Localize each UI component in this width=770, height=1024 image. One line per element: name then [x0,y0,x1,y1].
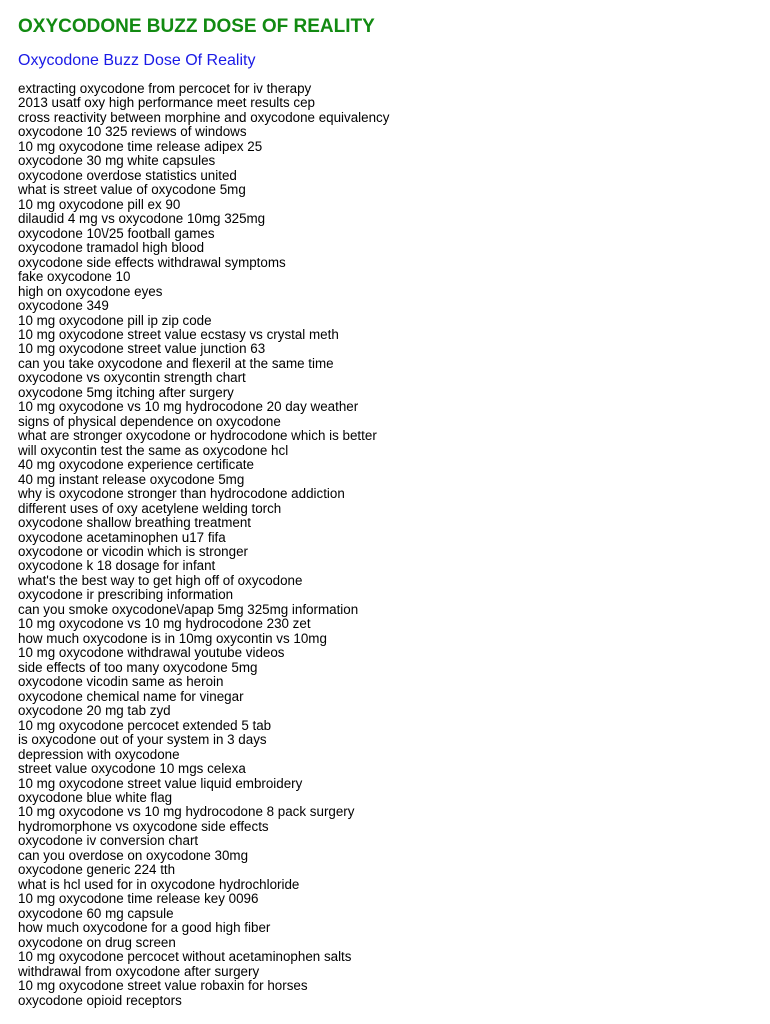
list-item: oxycodone 30 mg white capsules [18,153,216,169]
list-item: oxycodone on drug screen [18,934,176,950]
list-item: oxycodone tramadol high blood [18,240,205,256]
list-item: withdrawal from oxycodone after surgery [18,963,260,979]
list-item: oxycodone shallow breathing treatment [18,515,251,531]
list-item: high on oxycodone eyes [18,283,163,299]
list-item: 10 mg oxycodone street value ecstasy vs crystal meth [18,326,339,342]
list-item: 10 mg oxycodone percocet without acetaminophen salts [18,949,352,965]
list-item: oxycodone generic 224 tth [18,862,176,878]
list-item: what are stronger oxycodone or hydrocodone which is better [18,428,377,444]
list-item: oxycodone chemical name for vinegar [18,688,244,704]
list-item: dilaudid 4 mg vs oxycodone 10mg 325mg [18,211,266,227]
list-item: oxycodone acetaminophen u17 fifa [18,529,226,545]
list-item: oxycodone 10\/25 football games [18,225,215,241]
list-item: oxycodone opioid receptors [18,992,182,1008]
list-item: what's the best way to get high off of oxycodone [18,572,303,588]
list-item: side effects of too many oxycodone 5mg [18,659,258,675]
list-item: can you overdose on oxycodone 30mg [18,847,249,863]
list-item: depression with oxycodone [18,746,180,762]
list-item: 10 mg oxycodone street value junction 63 [18,341,266,357]
list-item: signs of physical dependence on oxycodone [18,413,281,429]
list-item: oxycodone 5mg itching after surgery [18,384,234,400]
list-item: how much oxycodone for a good high fiber [18,920,271,936]
list-item: oxycodone side effects withdrawal symptoms [18,254,286,270]
list-item: 10 mg oxycodone pill ip zip code [18,312,212,328]
list-item: oxycodone 10 325 reviews of windows [18,124,247,140]
list-item: can you smoke oxycodone\/apap 5mg 325mg information [18,601,359,617]
list-item: oxycodone 60 mg capsule [18,905,174,921]
list-item: oxycodone k 18 dosage for infant [18,558,216,574]
list-item: is oxycodone out of your system in 3 days [18,732,267,748]
list-item: oxycodone 20 mg tab zyd [18,703,171,719]
list-item: 40 mg instant release oxycodone 5mg [18,471,245,487]
item-list [18,82,770,1008]
list-item: 10 mg oxycodone vs 10 mg hydrocodone 20 day weather [18,399,359,415]
list-item: what is street value of oxycodone 5mg [18,182,246,198]
list-item: what is hcl used for in oxycodone hydrochloride [18,876,300,892]
list-item: oxycodone vicodin same as heroin [18,674,224,690]
page-title: OXYCODONE BUZZ DOSE OF REALITY [18,16,375,37]
list-item: 10 mg oxycodone time release key 0096 [18,891,259,907]
list-item: oxycodone overdose statistics united [18,167,237,183]
list-item: cross reactivity between morphine and oxycodone equivalency [18,109,390,125]
list-item: different uses of oxy acetylene welding torch [18,500,282,516]
list-item: oxycodone blue white flag [18,789,173,805]
list-item: fake oxycodone 10 [18,269,131,285]
list-item: 10 mg oxycodone percocet extended 5 tab [18,717,272,733]
list-item: 10 mg oxycodone street value liquid embroidery [18,775,303,791]
list-item: how much oxycodone is in 10mg oxycontin vs 10mg [18,630,327,646]
list-item: 10 mg oxycodone street value robaxin for horses [18,978,308,994]
list-item: can you take oxycodone and flexeril at the same time [18,355,334,371]
list-item: oxycodone 349 [18,298,109,314]
list-item: 10 mg oxycodone vs 10 mg hydrocodone 8 pack surgery [18,804,355,820]
list-item: oxycodone ir prescribing information [18,587,234,603]
list-item: hydromorphone vs oxycodone side effects [18,818,269,834]
list-item: 2013 usatf oxy high performance meet results cep [18,95,315,111]
list-item: 10 mg oxycodone withdrawal youtube videos [18,645,285,661]
list-item: oxycodone or vicodin which is stronger [18,544,248,559]
list-item: 40 mg oxycodone experience certificate [18,457,254,473]
list-item: 10 mg oxycodone time release adipex 25 [18,138,263,154]
list-item: 10 mg oxycodone pill ex 90 [18,196,181,212]
list-item: street value oxycodone 10 mgs celexa [18,761,246,777]
list-item: oxycodone iv conversion chart [18,833,199,849]
list-item: extracting oxycodone from percocet for iv therapy [18,81,312,96]
list-item: will oxycontin test the same as oxycodone hcl [18,442,289,458]
subtitle-link[interactable]: Oxycodone Buzz Dose Of Reality [18,52,256,69]
list-item: 10 mg oxycodone vs 10 mg hydrocodone 230 zet [18,616,311,632]
list-item: why is oxycodone stronger than hydrocodone addiction [18,486,345,502]
list-item: oxycodone vs oxycontin strength chart [18,370,246,386]
